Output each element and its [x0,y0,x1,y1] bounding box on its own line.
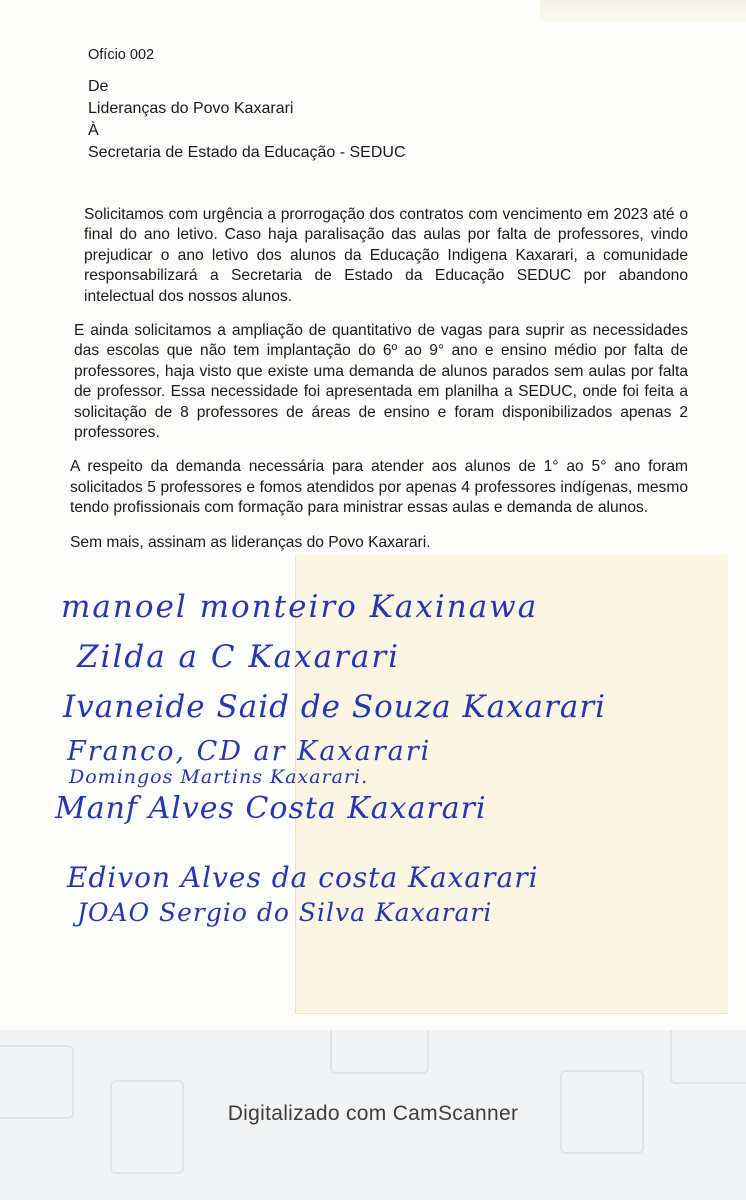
paragraph-2: E ainda solicitamos a ampliação de quantitativo de vagas para suprir as necessidades das escolas que não tem implantação do 6º ao 9° ano e ensino médio por falta de professores, haja visto que existe uma demanda de alunos parados sem aulas por falta de professor. Essa necessidade foi apresentada em planilha a SEDUC, onde foi feita a solicitação de 8 professores de áreas de ensino e foram disponibilizados apenas 2 professores. [74,322,688,442]
paper-edge [540,0,746,22]
signature-5: Domingos Martins Kaxarari. [69,766,369,788]
to-label: À [88,122,99,139]
paragraph-3: A respeito da demanda necessária para atender aos alunos de 1° ao 5° ano foram solicitados 5 professores e fomos atendidos por apenas 4 professores indígenas, mesmo tendo profissionais com formação para ministrar essas aulas e demanda de alunos. [70,458,688,517]
closing-line: Sem mais, assinam as lideranças do Povo Kaxarari. [70,533,431,551]
sender: Lideranças do Povo Kaxarari [88,100,294,117]
recipient: Secretaria de Estado da Educação - SEDUC [88,144,406,161]
signature-8: JOAO Sergio do Silva Kaxarari [77,898,493,927]
watermark-shape [670,1030,746,1084]
paragraph-1: Solicitamos com urgência a prorrogação dos contratos com vencimento em 2023 até o final do ano letivo. Caso haja paralisação das aulas por falta de professores, vindo prejudicar o ano letivo dos alunos da Educação Indigena Kaxarari, a comunidade responsabilizará a Secretaria de Estado da Educação SEDUC por abandono intelectual dos nossos alunos. [84,206,688,305]
signature-6: Manf Alves Costa Kaxarari [55,791,487,826]
letter-header [88,44,406,164]
signature-2: Zilda a C Kaxarari [77,639,401,675]
camscanner-caption: Digitalizado com CamScanner [227,1102,519,1125]
document-number: Ofício 002 [88,47,155,63]
signature-3: Ivaneide Said de Souza Kaxarari [63,689,607,725]
letter-body [70,205,688,567]
signature-4: Franco, CD ar Kaxarari [67,736,432,767]
signature-7: Edivon Alves da costa Kaxarari [67,861,539,894]
watermark-shape [110,1080,184,1174]
from-label: De [88,78,109,95]
watermark-shape [330,1030,429,1074]
signature-1: manoel monteiro Kaxinawa [61,589,539,625]
